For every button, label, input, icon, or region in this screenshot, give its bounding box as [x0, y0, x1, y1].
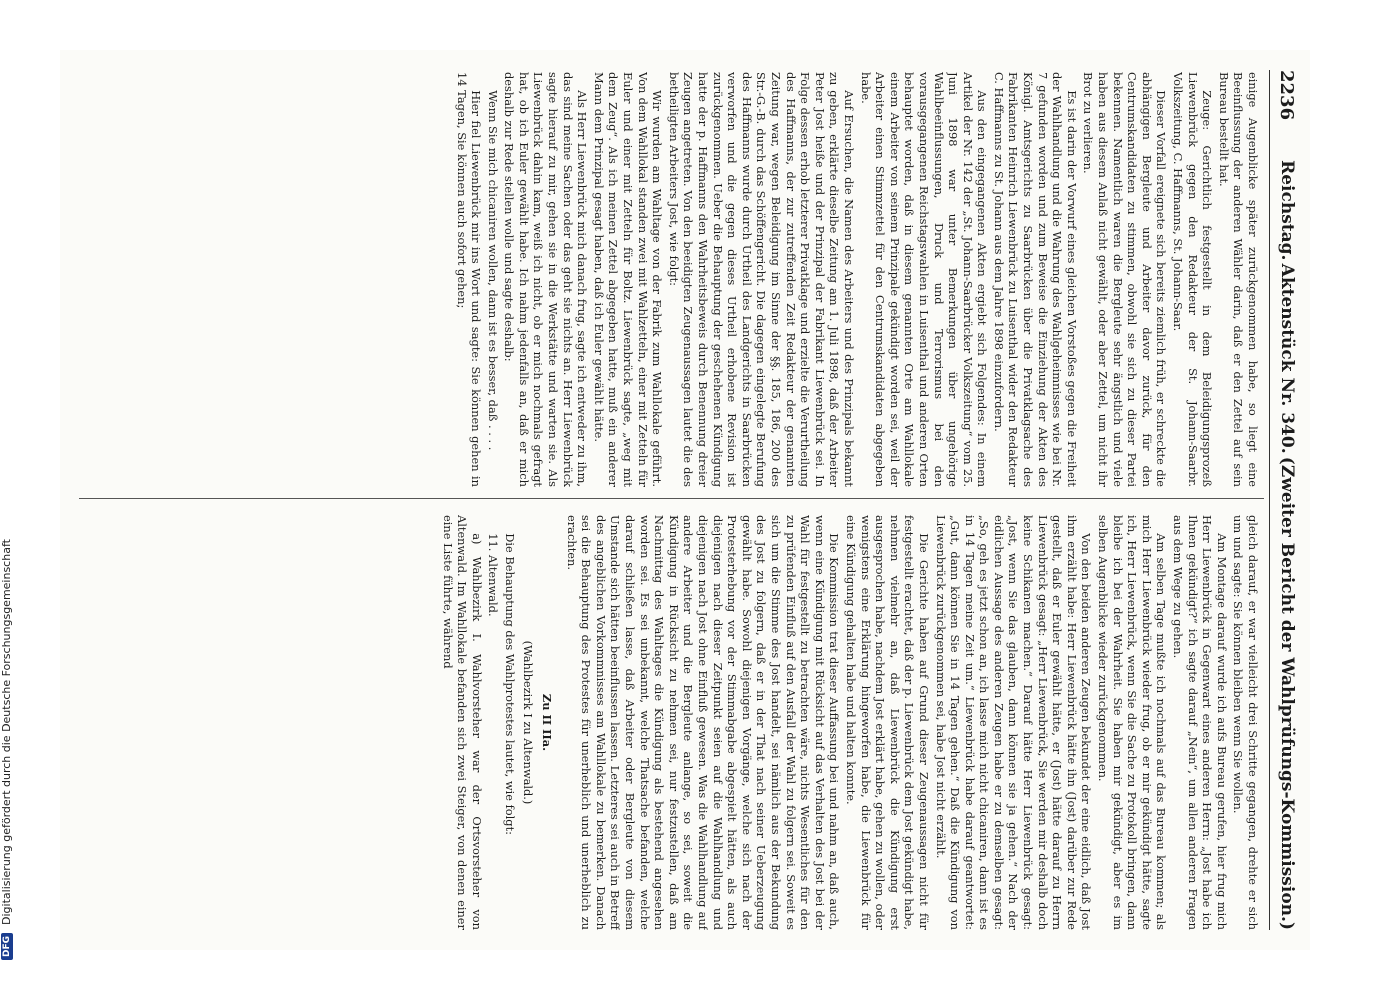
paragraph: Am selben Tage mußte ich nochmals auf das Bureau kommen; als mich Herr Liewenbrück wieder frug, ob er mir gekündigt hätte, sagte ich, Herr Liewenbrück, wenn Sie die Sache zu Protokoll bringen, dann bleibe ich bei der Wahrheit. Sie haben mir gekündigt, aber es im selben Augenblicke wieder zurückgenommen. [1096, 515, 1169, 930]
column-divider [79, 498, 1264, 499]
scanned-page [60, 50, 1310, 950]
paragraph: Zeuge: Gerichtlich festgestellt in dem Beleidigungsprozeß Liewenbrück gegen den Redakteur der St. Johann-Saarbr. Volkszeitung, C. Haffmanns, St. Johann-Saar. [1171, 72, 1215, 487]
paragraph: Hier fiel Liewenbrück mir ins Wort und sagte: Sie können gehen in 14 Tagen, Sie können auch sofort gehen; [454, 72, 484, 487]
rotated-content [60, 50, 1310, 950]
paragraph: Als Herr Liewenbrück mich danach frug, sagte ich entweder zu ihm, das sind meine Sachen oder das geht sie nichts an. Herr Liewenbrück sagte hierauf zu mir, gehen sie in die Werkstätte und warten sie. Als Liewenbrück dahin kam, weiß ich nicht, ob er mich nochmals gefragt hat, ob ich Euler gewählt habe. Ich nahm jedenfalls an, daß er mich deshalb zur Rede stellen wolle und sagte deshalb: [502, 72, 590, 487]
paragraph: gleich darauf, er war vielleicht drei Schritte gegangen, drehte er sich um und sagte: Sie können bleiben wenn Sie wollen. [1231, 515, 1260, 930]
header-left: Reichstag. [1277, 160, 1297, 261]
paragraph: Die Gerichte haben auf Grund dieser Zeugenaussagen nicht für festgestellt erachtet, daß der p. Liewenbrück dem Jost gekündigt habe, nehmen vielmehr an, daß Liewenbrück die Kündigung erst ausgesprochen habe, nachdem Jost erklärt habe, gehen zu wollen, oder wenigstens eine Erklärung hingeworfen habe, die Liewenbrück für eine Kündigung gehalten habe und halten konnte. [843, 515, 931, 930]
paragraph: Auf Ersuchen, die Namen des Arbeiters und des Prinzipals bekannt zu geben, erklärte dieselbe Zeitung am 1. Juli 1898, daß der Arbeiter Peter Jost heiße und der Prinzipal der Fabrikant Liewenbrück sei. In Folge dessen erhob letzterer Privatklage und erzielte die Verurtheilung des Haffmanns, der zur zutreffenden Zeit Redakteur der genannten Zeitung war, wegen Beleidigung im Sinne der §§. 185, 186, 200 des Str.-G.-B. durch das Schöffengericht. Die dagegen eingelegte Berufung des Haffmanns wurde durch Urtheil des Landgerichts in Saarbrücken verworfen und die gegen dieses Urtheil erhobene Revision ist zurückgenommen. Ueber die Behauptung der geschehenen Kündigung hatte der p. Haffmanns den Wahrheitsbeweis durch Benennung dreier Zeugen angetreten. Von den beeidigten Zeugenaussagen lautet die des betheiligten Arbeiters Jost, wie folgt: [666, 72, 856, 487]
credit-text: Digitalisierung gefördert durch die Deutsche Forschungsgemeinschaft [0, 539, 13, 925]
paragraph: Die Kommission trat dieser Auffassung bei und nahm an, daß auch, wenn eine Kündigung mit Rücksicht auf das Verhalten des Jost bei der Wahl für festgestellt zu betrachten wäre, nichts Wesentliches für den zu prüfenden Einfluß auf den Ausfall der Wahl zu folgern sei. Soweit es sich um die Stimme des Jost handelt, sei nämlich aus der Bekundung des Jost zu folgern, daß er in der That nach seiner Ueberzeugung gewählt habe. Sowohl diejenigen Vorgänge, welche sich nach der Protesterhebung vor der Stimmabgabe abgespielt hätten, als auch diejenigen nach dieser Zeitpunkt seien auf die Wahlhandlung und diejenigen nach Jost ohne Einfluß gewesen. Was die Wahlhandlung auf andere Arbeiter und die Bergleute anlange, so sei, soweit die Kündigung in Rücksicht zu nehmen sei, nur festzustellen, daß am Nachmittag des Wahltages die Kündigung als bestehend angesehen worden sei. Es sei unbekannt, welche Thatsache befanden, welche darauf schließen lasse, daß Arbeiter oder Bergleute von diesem Umstande sich hätten beeinflussen lassen. Letzteres sei auch in Betreff des angeblichen Vorkommnisses am Wahllokale zu bemerken. Danach sei die Behauptung des Protestes für unerheblich und unerheblich zu erachten. [564, 515, 842, 930]
dfg-logo: DFG [1, 933, 13, 960]
paragraph: Aus den eingegangenen Akten ergiebt sich Folgendes: In einem Artikel der Nr. 142 der „St. Johann-Saarbrücker Volkszeitung“ vom 25. Juni 1898 war unter Bemerkungen über ungehörige Wahlbeeinflussungen, Druck und Terrorismus bei den vorausgegangenen Reichstagswahlen in Luisenthal und anderen Orten behauptet worden, daß in diesem genannten Orte am Wahllokale einem Arbeiter von seinem Prinzipale gekündigt worden sei, weil der Arbeiter einen Stimmzettel für den Centrumskandidaten abgegeben habe. [858, 72, 990, 487]
paragraph: 11. Altenwald. [486, 533, 501, 617]
paragraph: Es ist darin der Vorwurf eines gleichen Vorstoßes gegen die Freiheit der Wahlhandlung und die Wahrung des Wahlgeheimnisses wie bei Nr. 7 gefunden worden und zum Beweise die Einziehung der Akten des Königl. Amtsgerichts zu Saarbrücken über die Privatklagsache des Fabrikanten Heinrich Liewenbrück zu Luisenthal wider den Redakteur C. Haffmanns zu St. Johann aus dem Jahre 1898 einzufordern. [991, 72, 1079, 487]
paragraph: einige Augenblicke später zurückgenommen habe, so liegt eine Beeinflussung der anderen Wähler darin, daß er den Zettel auf sein Bureau bestellt hat. [1216, 72, 1260, 487]
page-header [1272, 70, 1302, 930]
paragraph: Von den beiden anderen Zeugen bekundet der eine eidlich, daß Jost ihm erzählt habe: Herr Liewenbrück hätte ihn (Jost) darüber zur Rede gestellt, daß er Euler gewählt hätte, er (Jost) hätte darauf zu Herrn Liewenbrück gesagt: „Herr Liewenbrück, Sie werden mir deshalb doch keine Schikanen machen.“ Darauf hätte Herr Liewenbrück gesagt: „Jost, wenn Sie das glauben, dann können sie ja gehen.“ Nach der eidlichen Aussage des anderen Zeugen habe er zu demselben gesagt: „So, geh es jetzt schon an, ich lasse mich nicht chicaniren, dann ist es in 14 Tagen meine Zeit um.“ Liewenbrück habe darauf geantwortet: „Gut, dann können Sie in 14 Tagen gehen.“ Daß die Kündigung von Liewenbrück zurückgenommen sei, habe Jost nicht erzählt. [933, 515, 1094, 930]
paragraph: Wir wurden am Wahltage von der Fabrik zum Wahllokale geführt. Von dem Wahllokal standen zwei mit Wahlzetteln, einer mit Zetteln für Euler und einer mit Zetteln für Boltz. Liewenbrück sagte, „weg mit dem Zeug“. Als ich meinen Zettel abgegeben hatte, muß ein anderer Mann dem Prinzipal gesagt haben, daß ich Euler gewählt hätte. [591, 72, 665, 487]
page-number: 2236 [1276, 70, 1298, 121]
header-center: Aktenstück Nr. 340. [1277, 263, 1297, 454]
header-rule [1269, 70, 1270, 930]
section-subheading: (Wahlbezirk I zu Altenwald.) [521, 640, 536, 805]
section-heading: Zu II IIa. [540, 693, 555, 752]
paragraph: a) Wahlbezirk I. Wahlvorsteher war der Ortsvorsteher von Altenwald. Im Wahllokale befanden sich zwei Steiger, von denen einer eine Liste führte, während [440, 515, 484, 930]
paragraph: Am Montage darauf wurde ich aufs Bureau gerufen, hier frug mich Herr Liewenbrück in Gegenwart eines anderen Herrn: „Jost habe ich Ihnen gekündigt?“ ich sagte darauf „Nein“, um allen anderen Fragen aus dem Wege zu gehen. [1171, 515, 1229, 930]
header-right: (Zweiter Bericht der Wahlprüfungs-Kommission.) [1277, 456, 1297, 930]
right-column [70, 515, 1260, 930]
paragraph: Dieser Vorfall ereignete sich bereits ziemlich früh, er schreckte die abhängigen Bergleute und Arbeiter davor zurück, für den Centrumskandidaten zu stimmen, obwohl sie sich zu dieser Partei bekennen. Namentlich waren die Bergleute sehr ängstlich und viele haben aus diesem Anlaß nicht gewählt, oder aber Zettel, um nicht ihr Brot zu verlieren. [1081, 72, 1169, 487]
left-column [70, 72, 1260, 487]
paragraph: Die Behauptung des Wahlprotestes lautet, wie folgt: [502, 533, 517, 836]
paragraph: Wenn Sie mich chicaniren wollen, dann ist es besser, daß . . . . [485, 90, 500, 451]
digitization-credit [0, 0, 13, 960]
